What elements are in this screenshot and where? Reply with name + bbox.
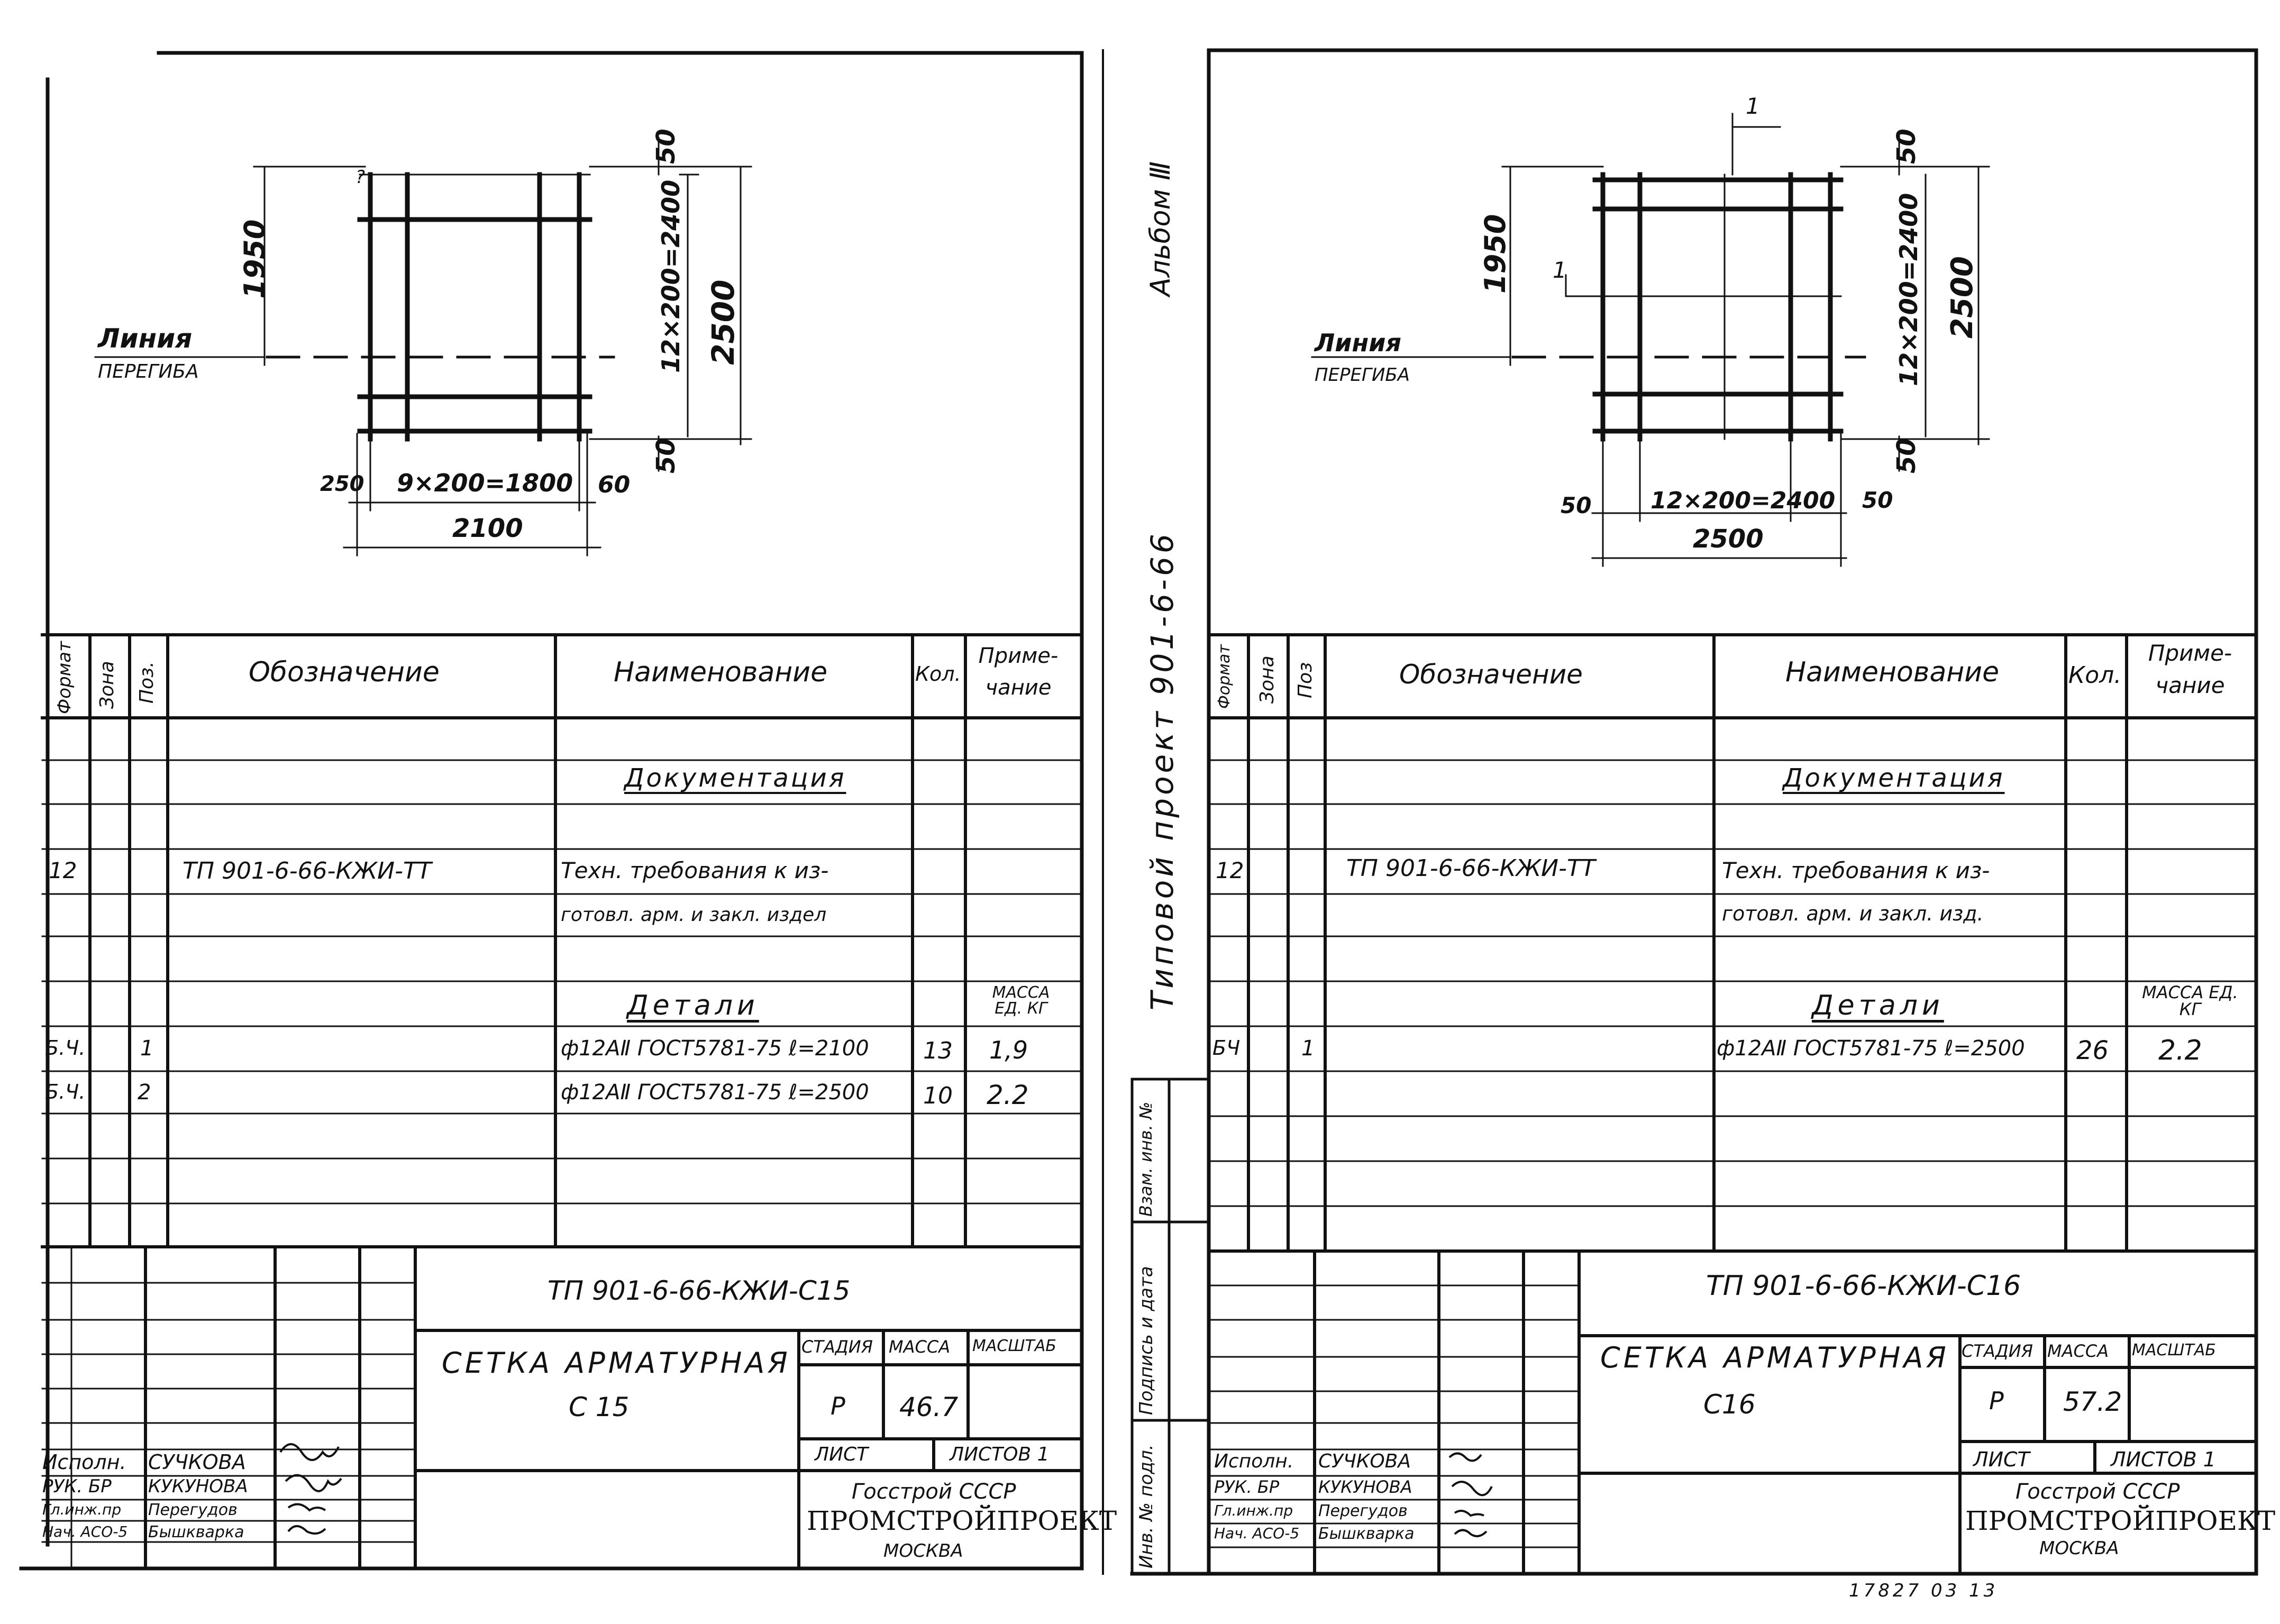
- org-line-3: МОСКВА: [2039, 1538, 2119, 1559]
- doc-designation: ТП 901-6-66-КЖИ-ТТ: [183, 857, 432, 884]
- person-role-4: Нач. АСО-5: [42, 1523, 128, 1540]
- person-role-1: Исполн.: [42, 1450, 126, 1474]
- row2-pos: 2: [138, 1080, 151, 1105]
- col-header-designation: Обозначение: [249, 656, 440, 688]
- col-header-note: Приме-чание: [978, 644, 1059, 700]
- col-header-note: Приме-чание: [2148, 640, 2232, 698]
- doc-name-1: Техн. требования к из-: [561, 857, 829, 883]
- col-header-zone: Зона: [1256, 655, 1278, 704]
- row2-format: Б.Ч.: [45, 1080, 86, 1103]
- person-name-4: Бышкварка: [148, 1523, 244, 1541]
- footer-number: 17827 03 13: [1849, 1580, 1999, 1601]
- section-details: Детали: [1812, 990, 1944, 1021]
- person-name-1: СУЧКОВА: [1318, 1450, 1411, 1472]
- bend-line-label-2: ПЕРЕГИБА: [98, 361, 199, 382]
- doc-name-2: готовл. арм. и закл. изд.: [1722, 902, 1984, 925]
- row1-name: ф12АⅡ ГОСТ5781-75 ℓ=2500: [1717, 1036, 2025, 1061]
- person-role-1: Исполн.: [1214, 1450, 1294, 1472]
- section-details: Детали: [627, 990, 759, 1021]
- doc-format: 12: [49, 857, 77, 883]
- row1-mass: 1,9: [989, 1036, 1028, 1064]
- mass-value: 46.7: [899, 1392, 959, 1422]
- org-line-1: Госстрой СССР: [852, 1480, 1016, 1504]
- row1-pos: 1: [140, 1036, 154, 1061]
- person-name-3: Перегудов: [1318, 1502, 1408, 1520]
- org-line-1: Госстрой СССР: [2015, 1480, 2180, 1504]
- dim-60: 60: [598, 471, 631, 498]
- dim-1950: 1950: [1479, 214, 1512, 294]
- person-role-3: Гл.инж.пр: [42, 1501, 122, 1518]
- dim-12x200: 12×200=2400: [656, 179, 685, 373]
- doc-code: ТП 901-6-66-КЖИ-С15: [548, 1275, 851, 1306]
- section-documentation: Документация: [624, 763, 846, 793]
- col-header-format: Формат: [54, 641, 75, 714]
- person-name-2: КУКУНОВА: [148, 1476, 248, 1497]
- org-line-2: ПРОМСТРОЙПРОЕКТ: [807, 1506, 1117, 1536]
- sheets-label: ЛИСТОВ 1: [2111, 1448, 2216, 1471]
- person-role-2: РУК. БР: [1214, 1477, 1280, 1497]
- dim-12x200-vertical: 12×200=2400: [1894, 193, 1923, 386]
- col-header-qty: Кол.: [915, 662, 961, 686]
- dim-50-bottom: 50: [651, 438, 681, 473]
- row2-name: ф12АⅡ ГОСТ5781-75 ℓ=2500: [561, 1080, 869, 1105]
- doc-title: СЕТКА АРМАТУРНАЯ: [442, 1346, 791, 1380]
- mass-label: МАССА: [2047, 1341, 2109, 1361]
- doc-title-2: С16: [1703, 1389, 1756, 1420]
- col-header-name: Наименование: [1785, 656, 2000, 688]
- mass-header: МАССА ЕД. КГ: [992, 983, 1050, 1018]
- org-line-3: МОСКВА: [883, 1540, 963, 1562]
- dim-9x200: 9×200=1800: [397, 469, 573, 497]
- col-header-qty: Кол.: [2068, 662, 2122, 689]
- row1-pos: 1: [1301, 1036, 1315, 1061]
- mass-value: 57.2: [2063, 1386, 2122, 1417]
- row1-name: ф12АⅡ ГОСТ5781-75 ℓ=2100: [561, 1036, 869, 1061]
- dim-2500-horizontal: 2500: [1693, 524, 1764, 554]
- section-mark-left: 1: [1553, 257, 1567, 283]
- dim-2500-vertical: 2500: [1945, 256, 1980, 339]
- project-label: Типовой проект 901-6-66: [1144, 531, 1180, 1010]
- stage-value: Р: [831, 1392, 845, 1420]
- doc-designation: ТП 901-6-66-КЖИ-ТТ: [1346, 855, 1595, 882]
- person-role-2: РУК. БР: [42, 1476, 112, 1497]
- row1-qty: 26: [2076, 1036, 2109, 1065]
- section-mark-top: 1: [1746, 93, 1760, 119]
- side-sign-label: Подпись и дата: [1136, 1266, 1157, 1415]
- side-vzam-label: Взам. инв. №: [1136, 1101, 1156, 1217]
- row1-format: БЧ: [1212, 1036, 1241, 1060]
- dim-50-top: 50: [1892, 129, 1921, 164]
- stage-label: СТАДИЯ: [1962, 1341, 2033, 1361]
- dim-1950: 1950: [238, 219, 271, 299]
- person-name-4: Бышкварка: [1318, 1525, 1415, 1543]
- doc-name-2: готовл. арм. и закл. издел: [561, 904, 827, 926]
- dim-50-left: 50: [1561, 492, 1592, 518]
- row1-mass: 2.2: [2158, 1035, 2202, 1066]
- bend-line-label: Линия: [98, 323, 193, 354]
- row1-qty: 13: [923, 1037, 953, 1064]
- dim-2100: 2100: [452, 514, 523, 543]
- dim-2500: 2500: [705, 279, 741, 365]
- stage-value: Р: [1989, 1386, 2004, 1415]
- person-name-3: Перегудов: [148, 1501, 238, 1519]
- col-header-pos: Поз: [1294, 662, 1316, 698]
- org-line-2: ПРОМСТРОЙПРОЕКТ: [1965, 1506, 2276, 1536]
- doc-title: СЕТКА АРМАТУРНАЯ: [1600, 1341, 1949, 1374]
- person-name-2: КУКУНОВА: [1318, 1477, 1412, 1497]
- section-documentation: Документация: [1783, 763, 2005, 793]
- col-header-name: Наименование: [614, 656, 828, 688]
- bend-line-label-2: ПЕРЕГИБА: [1315, 364, 1410, 386]
- dim-250: 250: [320, 472, 364, 496]
- doc-title-2: С 15: [569, 1392, 630, 1422]
- sheets-label: ЛИСТОВ 1: [950, 1444, 1050, 1465]
- side-inv-label: Инв. № подл.: [1136, 1444, 1157, 1568]
- scale-label: МАСШТАБ: [972, 1337, 1056, 1355]
- col-header-pos: Поз.: [136, 661, 158, 704]
- sheet-label: ЛИСТ: [815, 1444, 869, 1465]
- dim-50-right: 50: [1862, 487, 1893, 513]
- person-role-4: Нач. АСО-5: [1214, 1525, 1300, 1542]
- col-header-designation: Обозначение: [1399, 659, 1583, 690]
- bend-line-label: Линия: [1315, 329, 1401, 357]
- album-label: Альбом Ⅲ: [1145, 161, 1177, 296]
- dim-50-top: 50: [651, 129, 681, 164]
- row1-format: Б.Ч.: [45, 1036, 86, 1060]
- doc-code: ТП 901-6-66-КЖИ-С16: [1706, 1270, 2021, 1302]
- person-name-1: СУЧКОВА: [148, 1450, 246, 1474]
- row2-qty: 10: [923, 1082, 953, 1109]
- sheet-label: ЛИСТ: [1973, 1448, 2030, 1471]
- marker-text: ?: [355, 167, 366, 188]
- person-role-3: Гл.инж.пр: [1214, 1502, 1293, 1519]
- doc-name-1: Техн. требования к из-: [1722, 857, 1990, 883]
- col-header-zone: Зона: [96, 661, 118, 709]
- stage-label: СТАДИЯ: [801, 1337, 873, 1357]
- col-header-format: Формат: [1215, 644, 1234, 709]
- mass-header: МАССА ЕД. КГ: [2142, 982, 2238, 1019]
- mass-label: МАССА: [889, 1337, 951, 1357]
- row2-mass: 2.2: [987, 1080, 1029, 1110]
- dim-50-bottom: 50: [1892, 438, 1921, 473]
- doc-format: 12: [1216, 857, 1244, 883]
- scale-label: МАСШТАБ: [2132, 1341, 2216, 1360]
- dim-12x200-horizontal: 12×200=2400: [1650, 487, 1836, 514]
